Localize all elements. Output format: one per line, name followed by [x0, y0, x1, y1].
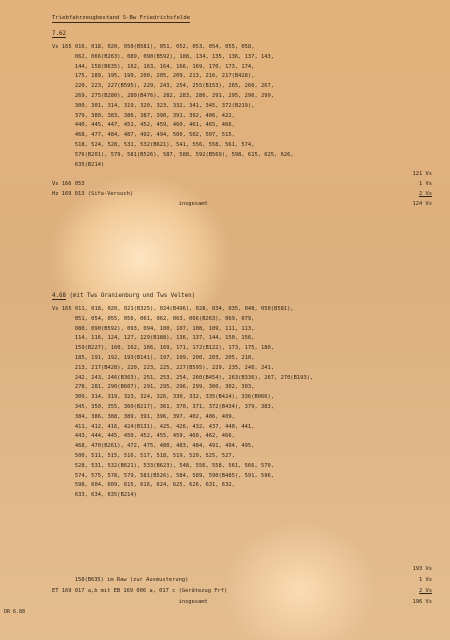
section-1-vehicle-list	[52, 43, 432, 170]
list-line: Vs 165 011, 018, 020, 021(B325), 024(B496), 028, 034, 035, 048, 050(B581),	[52, 306, 294, 312]
list-line: 635(B214)	[52, 161, 105, 168]
document-page: Triebfahrzeugbestand S-Bw Friedrichsfelde 7.62 Vs 165 016, 018, 020, 050(B581), 051, 052, 053, 054, 055, 058, 062, 066(B263), 089, 090(B592), 108, 134, 135, 136, 137, 143, 144, 158(B635), 162, 163, 164, 166, 169, 170, 173, 174, 175, 189, 195, 199, 200, 205, 209, 213, 216, 217(B428), 220, 223, 227(B595), 229, 243, 254, 255(B153), 265, 266, 267, 269, 275(B280), 280(B476), 282, 283, 286, 291, 295, 296, 299, 300, 301, 314, 319, 320, 323, 332, 341, 345, 372(B219), 379, 380, 383, 386, 387, 390, 391, 392, 406, 422, 440, 445, 447, 451, 452, 459, 460, 461, 465, 466, 468, 477, 484, 487, 492, 494, 500, 502, 507, 515, 518, 524, 528, 531, 532(B621), 541, 556, 558, 561, 574, 576(B201), 579, 581(B526), 587, 588, 592(B569), 598, 615, 625, 626, 635(B214) 121 Vs Vs 166 053 1 Vs Hz 169 013 (Sifa-Versuch) 2 Vs insgesamt 124 Vs 4.68 (mit Tws Oranienburg und Tws Velten) Vs 165 011, 018, 020, 021(B325), 024(B496), 028, 034, 035, 048, 050(B581), 051, 054, 055, 056, 061, 062, 063, 066(B263), 069, 079, 080, 090(B592), 093, 094, 100, 107, 108, 109, 111, 113, 114, 116, 124, 127, 129(B188), 136, 137, 144, 150, 156, 159(B227), 160, 162, 166, 169, 171, 172(B122), 173, 175, 180, 185, 191, 192, 193(B141), 197, 199, 200, 203, 205, 210, 213, 217(B428), 220, 223, 225, 227(B595), 229, 235, 240, 241, 242, 243, 246(B363), 251, 253, 254, 260(B454), 263(B336), 267, 270(B193), 278, 281, 290(B607), 291, 295, 296, 299, 300, 302, 303, 309, 314, 319, 323, 324, 326, 330, 332, 335(B424), 336(B066), 345, 350, 355, 360(B217), 361, 370, 371, 372(B434), 379, 383, 384, 386, 388, 389, 391, 396, 397, 402, 406, 409, 411, 412, 416, 424(B131), 425, 426, 432, 437, 440, 441, 443, 444, 445, 450, 452, 455, 459, 460, 462, 466, 468, 470(B261), 472, 475, 480, 483, 484, 491, 494, 495, 500, 511, 515, 516, 517, 518, 519, 520, 525, 527, 528, 531, 532(B621), 533(B623), 548, 556, 558, 561, 566, 570, 574, 575, 578, 579, 581(B526), 584, 589, 590(B485), 591, 596, 598, 604, 609, 615, 616, 624, 625, 626, 631, 632, 633, 634, 635(B214) 193 Vs 158(B635) im Raw (zur Ausmusterung) 1 Vs ET 169 017 a,b mit EB 169 006 a, 017 c (Gerätezug Frf) 2 Vs insgesamt 196 Vs DR 6.88	[0, 0, 450, 640]
section-heading-7-62: 7.62	[52, 31, 66, 37]
list-line: 309, 314, 319, 323, 324, 326, 330, 332, 335(B424), 336(B066),	[52, 394, 275, 401]
list-line: 440, 445, 447, 451, 452, 459, 460, 461, 465, 466,	[52, 122, 235, 129]
list-line: 379, 380, 383, 386, 387, 390, 391, 392, 406, 422,	[52, 112, 235, 119]
list-line: 220, 223, 227(B595), 229, 243, 254, 255(B153), 265, 266, 267,	[52, 83, 275, 90]
footer-note: DR 6.88	[4, 609, 26, 615]
list-line: Vs 165 016, 018, 020, 050(B581), 051, 052, 053, 054, 055, 058,	[52, 44, 255, 50]
list-line: 269, 275(B280), 280(B476), 282, 283, 286, 291, 295, 296, 299,	[52, 92, 275, 99]
list-line: 300, 301, 314, 319, 320, 323, 332, 341, 345, 372(B219),	[52, 102, 255, 109]
list-line: 528, 531, 532(B621), 533(B623), 548, 556, 558, 561, 566, 570,	[52, 462, 275, 469]
section-heading-4-68: 4.68 (mit Tws Oranienburg und Tws Velten)	[52, 293, 196, 299]
list-line: 500, 511, 515, 516, 517, 518, 519, 520, 525, 527,	[52, 452, 235, 459]
list-line: 468, 470(B261), 472, 475, 480, 483, 484, 491, 494, 495,	[52, 443, 255, 450]
list-line: 213, 217(B428), 220, 223, 225, 227(B595), 229, 235, 240, 241,	[52, 364, 275, 371]
sum-row: Vs 166 053 1 Vs	[52, 181, 432, 187]
section-2-vehicle-list	[52, 305, 432, 501]
list-line: 576(B201), 579, 581(B526), 587, 588, 592(B569), 598, 615, 625, 626,	[52, 151, 294, 158]
sum-row: ET 169 017 a,b mit EB 169 006 a, 017 c (Gerätezug Frf) 2 Vs	[52, 588, 432, 594]
total-row: insgesamt 196 Vs	[52, 599, 432, 605]
list-line: 411, 412, 416, 424(B131), 425, 426, 432, 437, 440, 441,	[52, 423, 255, 430]
list-line: 175, 189, 195, 199, 200, 205, 209, 213, 216, 217(B428),	[52, 73, 255, 80]
list-line: 185, 191, 192, 193(B141), 197, 199, 200, 203, 205, 210,	[52, 354, 255, 361]
list-line: 062, 066(B263), 089, 090(B592), 108, 134, 135, 136, 137, 143,	[52, 53, 275, 60]
list-line: 144, 158(B635), 162, 163, 164, 166, 169, 170, 173, 174,	[52, 63, 255, 70]
list-line: 598, 604, 609, 615, 616, 624, 625, 626, 631, 632,	[52, 482, 235, 489]
list-line: 278, 281, 290(B607), 291, 295, 296, 299, 300, 302, 303,	[52, 384, 255, 391]
document-title: Triebfahrzeugbestand S-Bw Friedrichsfelde	[52, 15, 191, 21]
list-line: 468, 477, 484, 487, 492, 494, 500, 502, 507, 515,	[52, 132, 235, 139]
list-line: 384, 386, 388, 389, 391, 396, 397, 402, 406, 409,	[52, 413, 235, 420]
list-line: 345, 350, 355, 360(B217), 361, 370, 371, 372(B434), 379, 383,	[52, 403, 275, 410]
list-line: 242, 243, 246(B363), 251, 253, 254, 260(B454), 263(B336), 267, 270(B193),	[52, 374, 314, 381]
list-line: 159(B227), 160, 162, 166, 169, 171, 172(B122), 173, 175, 180,	[52, 345, 275, 352]
sum-row: Hz 169 013 (Sifa-Versuch) 2 Vs	[52, 191, 432, 197]
list-line: 080, 090(B592), 093, 094, 100, 107, 108, 109, 111, 113,	[52, 325, 255, 332]
list-line: 114, 116, 124, 127, 129(B188), 136, 137, 144, 150, 156,	[52, 335, 255, 342]
list-line: 574, 575, 578, 579, 581(B526), 584, 589, 590(B485), 591, 596,	[52, 472, 275, 479]
list-line: 443, 444, 445, 450, 452, 455, 459, 460, 462, 466,	[52, 433, 235, 440]
total-row: insgesamt 124 Vs	[52, 201, 432, 207]
list-line: 051, 054, 055, 056, 061, 062, 063, 066(B263), 069, 079,	[52, 315, 255, 322]
list-line: 518, 524, 528, 531, 532(B621), 541, 556, 558, 561, 574,	[52, 141, 255, 148]
sum-row: 158(B635) im Raw (zur Ausmusterung) 1 Vs	[52, 577, 432, 583]
list-line: 633, 634, 635(B214)	[52, 492, 137, 499]
